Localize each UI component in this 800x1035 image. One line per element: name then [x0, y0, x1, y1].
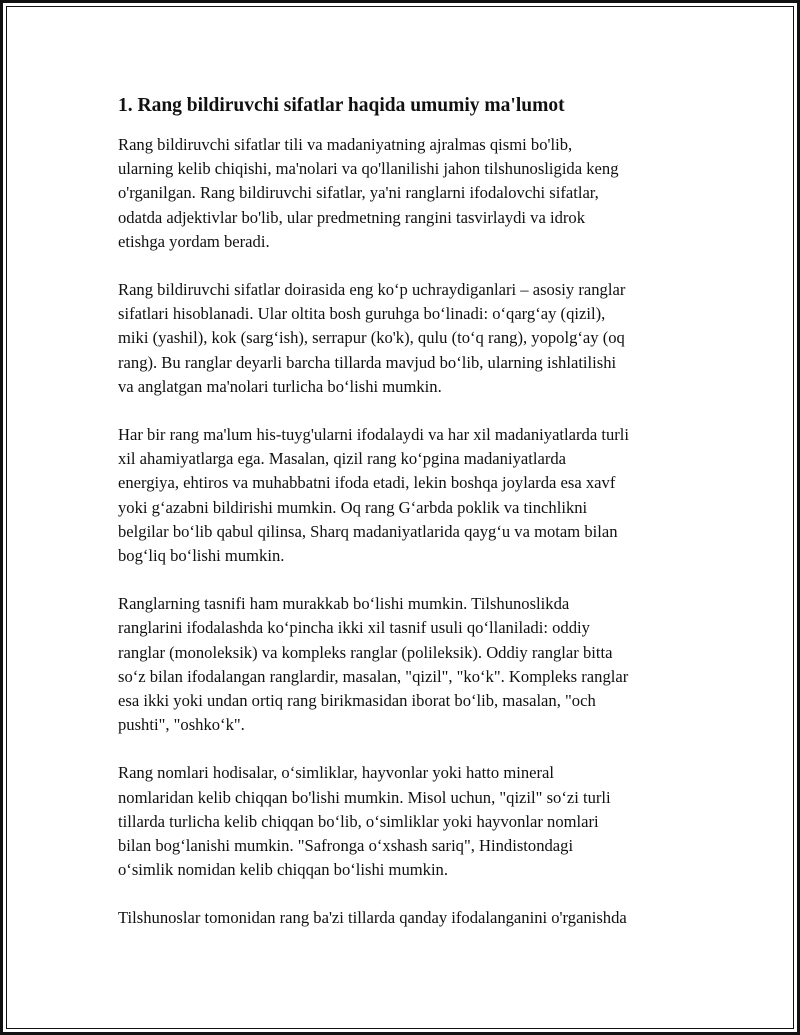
- section-heading: 1. Rang bildiruvchi sifatlar haqida umumiy ma'lumot: [118, 95, 565, 116]
- paragraph-color-meanings: Har bir rang ma'lum his-tuyg'ularni ifodalaydi va har xil madaniyatlarda turli xil ahamiyatlarga ega. Masalan, qizil rang ko‘pgina madaniyatlarda energiya, ehtiros va muhabbatni ifoda etadi, lekin boshqa joylarda esa xavf yoki g‘azabni bildirishi mumkin. Oq rang G‘arbda poklik va tinchlikni belgilar bo‘lib qabul qilinsa, Sharq madaniyatlarida qayg‘u va motam bilan bog‘liq bo‘lishi mumkin.: [118, 425, 630, 566]
- paragraph-intro: Rang bildiruvchi sifatlar tili va madaniyatning ajralmas qismi bo'lib, ularning kelib chiqishi, ma'nolari va qo'llanilishi jahon tilshunosligida keng o'rganilgan. Rang bildiruvchi sifatlar, ya'ni ranglarni ifodalovchi sifatlar, odatda adjektivlar bo'lib, ular predmetning rangini tasvirlaydi va idrok etishga yordam beradi.: [118, 135, 619, 251]
- paragraph-linguists: Tilshunoslar tomonidan rang ba'zi tillarda qanday ifodalanganini o'rganishda: [118, 908, 627, 928]
- paragraph-color-classification: Ranglarning tasnifi ham murakkab bo‘lishi mumkin. Tilshunoslikda ranglarini ifodalashda ko‘pincha ikki xil tasnif usuli qo‘llaniladi: oddiy ranglar (monoleksik) va kompleks ranglar (polileksik). Oddiy ranglar bitta so‘z bilan ifodalangan ranglardir, masalan, "qizil", "ko‘k". Kompleks ranglar esa ikki yoki undan ortiq rang birikmasidan iborat bo‘lib, masalan, "och pushti", "oshko‘k".: [118, 594, 629, 735]
- paragraph-color-origins: Rang nomlari hodisalar, o‘simliklar, hayvonlar yoki hatto mineral nomlaridan kelib chiqqan bo'lishi mumkin. Misol uchun, "qizil" so‘zi turli tillarda turlicha kelib chiqqan bo‘lib, o‘simliklar yoki hayvonlar nomlari bilan bog‘lanishi mumkin. "Safronga o‘xshash sariq", Hindistondagi o‘simlik nomidan kelib chiqqan bo‘lishi mumkin.: [118, 763, 611, 880]
- paragraph-basic-colors: Rang bildiruvchi sifatlar doirasida eng ko‘p uchraydiganlari – asosiy ranglar sifatlari hisoblanadi. Ular oltita bosh guruhga bo‘linadi: o‘qarg‘ay (qizil), miki (yashil), kok (sarg‘ish), serrapur (ko'k), qulu (to‘q rang), yopolg‘ay (oq rang). Bu ranglar deyarli barcha tillarda mavjud bo‘lib, ularning ishlatilishi va anglatgan ma'nolari turlicha bo‘lishi mumkin.: [118, 280, 626, 396]
- document-body: [118, 93, 684, 955]
